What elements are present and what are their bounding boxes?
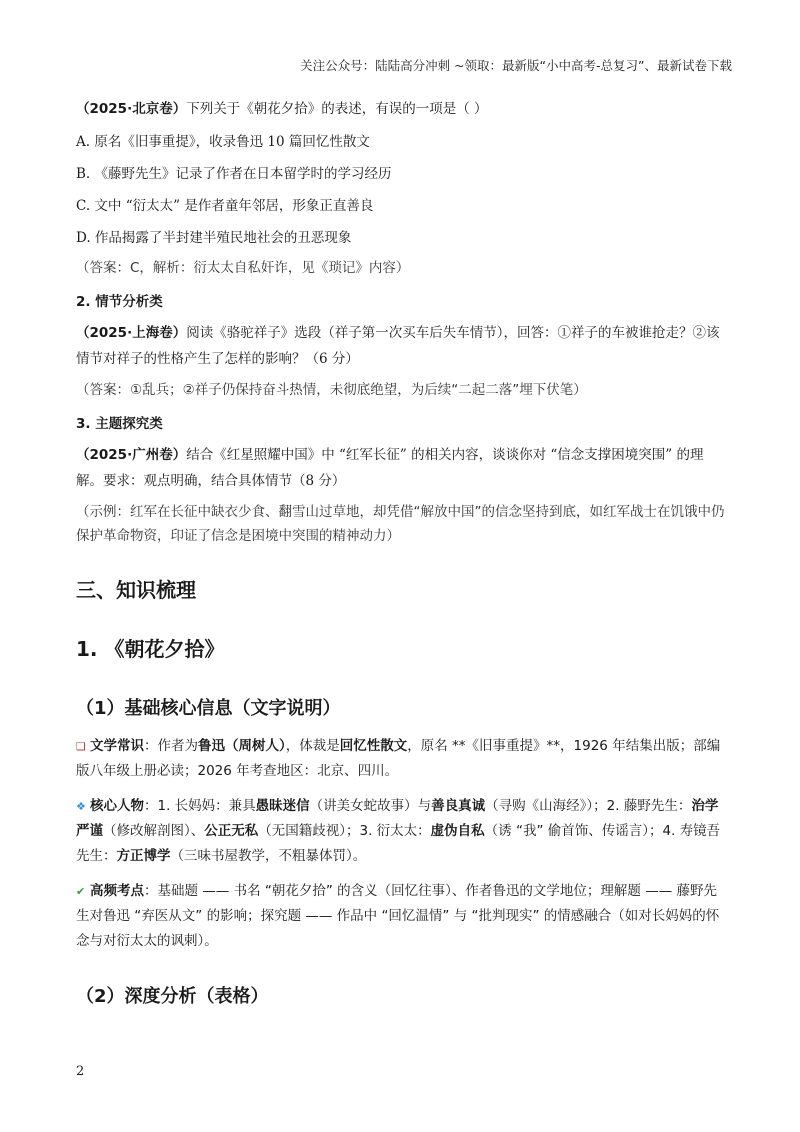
question-3 <box>76 442 728 494</box>
answer-1: （答案：C，解析：衍太太自私奸诈，见《琐记》内容） <box>76 260 410 276</box>
option-c: C. 文中 “衍太太” 是作者童年邻居，形象正直善良 <box>76 198 374 214</box>
question-tag: （2025·广州卷） <box>76 447 187 463</box>
para-label: 核心人物 <box>90 798 144 814</box>
paragraph-literary-knowledge: ❑ 文学常识：作者为鲁迅（周树人），体裁是回忆性散文，原名 **《旧事重提》**，1926 年结集出版；部编版八年级上册必读；2026 年考查地区：北京、四川。 <box>76 734 728 784</box>
question-1 <box>76 96 728 122</box>
option-b: B. 《藤野先生》记录了作者在日本留学时的学习经历 <box>76 166 392 182</box>
square-bullet-icon: ❑ <box>76 740 86 753</box>
question-tag: （2025·北京卷） <box>76 101 187 117</box>
answer-2: （答案：①乱兵；②祥子仍保持奋斗热情，未彻底绝望，为后续“二起二落”埋下伏笔） <box>76 382 587 398</box>
section-plot-title: 2. 情节分析类 <box>76 294 163 310</box>
answer-3: （示例：红军在长征中缺衣少食、翻雪山过草地，却凭借“解放中国”的信念坚持到底，如红军战士在饥饿中仍保护革命物资，印证了信念是困境中突围的精神动力） <box>76 504 725 544</box>
heading-knowledge: 三、知识梳理 <box>76 578 196 602</box>
page-header: 关注公众号：陆陆高分冲刺 ~领取：最新版“小中高考-总复习”、最新试卷下载 <box>300 58 732 73</box>
page-number: 2 <box>76 1064 85 1079</box>
question-stem: 阅读《骆驼祥子》选段（祥子第一次买车后失车情节），回答：①祥子的车被谁抢走？②该情节对祥子的性格产生了怎样的影响？（6 分） <box>76 325 720 367</box>
section-theme-title: 3. 主题探究类 <box>76 416 163 432</box>
para-label: 文学常识 <box>90 738 144 754</box>
page-content <box>76 96 728 1008</box>
paragraph-exam-points: ✔ 高频考点：基础题 —— 书名 “朝花夕拾” 的含义（回忆往事）、作者鲁迅的文学地位；理解题 —— 藤野先生对鲁迅 “弃医从文” 的影响；探究题 —— 作品中 “回忆温情” 与 “批判现实” 的情感融合（如对长妈妈的怀念与对衍太太的讽刺）。 <box>76 879 728 954</box>
option-d: D. 作品揭露了半封建半殖民地社会的丑恶现象 <box>76 230 352 246</box>
heading-deep-analysis: （2）深度分析（表格） <box>76 986 269 1007</box>
question-2 <box>76 320 728 372</box>
heading-basic-info: （1）基础核心信息（文字说明） <box>76 698 341 719</box>
question-stem: 下列关于《朝花夕拾》的表述，有误的一项是（ ） <box>186 101 488 117</box>
heading-book: 1. 《朝花夕拾》 <box>76 637 225 661</box>
diamond-bullet-icon: ❖ <box>76 800 86 813</box>
checkmark-icon: ✔ <box>76 885 86 898</box>
option-a: A. 原名《旧事重提》，收录鲁迅 10 篇回忆性散文 <box>76 134 370 150</box>
para-label: 高频考点 <box>90 883 144 899</box>
paragraph-core-characters: ❖ 核心人物：1. 长妈妈：兼具愚昧迷信（讲美女蛇故事）与善良真诚（寻购《山海经》）；2. 藤野先生：治学严谨（修改解剖图）、公正无私（无国籍歧视）；3. 衍太太：虚伪自私（诱 “我” 偷首饰、传谣言）；4. 寿镜吾先生：方正博学（三味书屋教学，不粗暴体罚）。 <box>76 794 728 869</box>
question-stem: 结合《红星照耀中国》中 “红军长征” 的相关内容，谈谈你对 “信念支撑困境突围” 的理解。要求：观点明确，结合具体情节（8 分） <box>76 447 704 489</box>
question-tag: （2025·上海卷） <box>76 325 187 341</box>
